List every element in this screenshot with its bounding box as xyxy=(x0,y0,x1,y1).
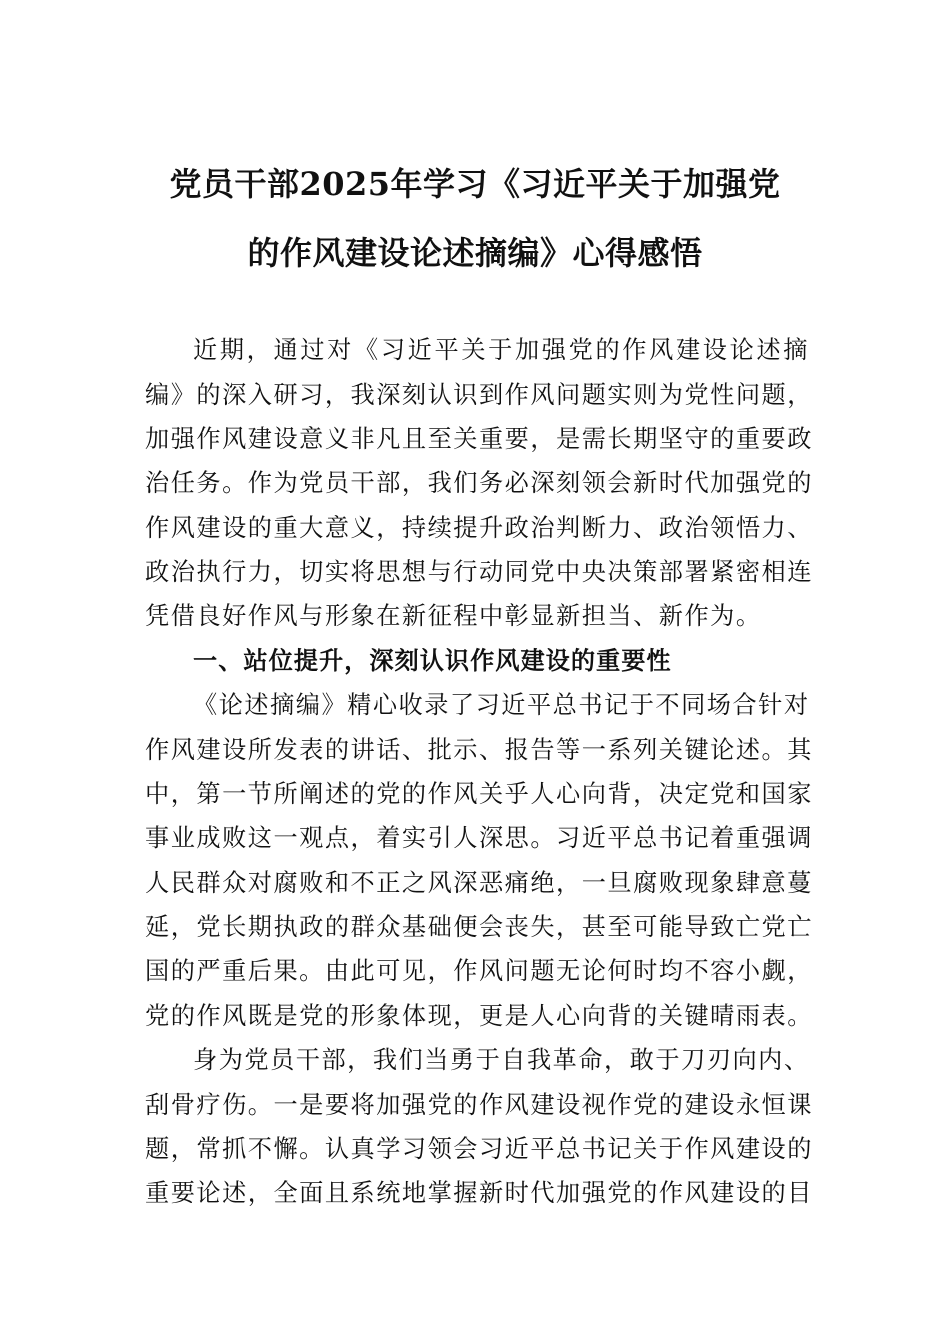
paragraph-2-line-3: 中，第一节所阐述的党的作风关乎人心向背，决定党和国家 xyxy=(145,780,813,808)
paragraph-2-line-1: 《论述摘编》精心收录了习近平总书记于不同场合针对 xyxy=(193,691,810,719)
paragraph-2-line-7: 国的严重后果。由此可见，作风问题无论何时均不容小觑， xyxy=(145,957,813,985)
paragraph-3-line-4: 重要论述，全面且系统地掌握新时代加强党的作风建设的目 xyxy=(145,1179,813,1207)
paragraph-2-line-6: 延，党长期执政的群众基础便会丧失，甚至可能导致亡党亡 xyxy=(145,913,813,941)
paragraph-1-line-5: 作风建设的重大意义，持续提升政治判断力、政治领悟力、 xyxy=(145,514,813,542)
paragraph-3-line-3: 题，常抓不懈。认真学习领会习近平总书记关于作风建设的 xyxy=(145,1135,813,1163)
paragraph-2-line-4: 事业成败这一观点，着实引人深思。习近平总书记着重强调 xyxy=(145,824,813,852)
paragraph-1-line-7: 凭借良好作风与形象在新征程中彰显新担当、新作为。 xyxy=(145,602,762,630)
paragraph-2-line-2: 作风建设所发表的讲话、批示、报告等一系列关键论述。其 xyxy=(145,736,813,764)
document-title-line-2: 的作风建设论述摘编》心得感悟 xyxy=(247,234,703,272)
paragraph-1-line-4: 治任务。作为党员干部，我们务必深刻领会新时代加强党的 xyxy=(145,469,813,497)
document-title-line-1: 党员干部2025年学习《习近平关于加强党 xyxy=(169,165,781,203)
paragraph-1-line-3: 加强作风建设意义非凡且至关重要，是需长期坚守的重要政 xyxy=(145,425,813,453)
paragraph-3-line-2: 刮骨疗伤。一是要将加强党的作风建设视作党的建设永恒课 xyxy=(145,1091,813,1119)
paragraph-2-line-5: 人民群众对腐败和不正之风深恶痛绝，一旦腐败现象肆意蔓 xyxy=(145,869,813,897)
paragraph-1-line-1: 近期，通过对《习近平关于加强党的作风建设论述摘 xyxy=(193,336,809,364)
paragraph-1-line-6: 政治执行力，切实将思想与行动同党中央决策部署紧密相连 xyxy=(145,558,813,586)
paragraph-1-line-2: 编》的深入研习，我深刻认识到作风问题实则为党性问题， xyxy=(145,381,813,409)
paragraph-3-line-1: 身为党员干部，我们当勇于自我革命，敢于刀刃向内、 xyxy=(193,1046,810,1074)
section-1-heading: 一、站位提升，深刻认识作风建设的重要性 xyxy=(193,646,672,675)
paragraph-2-line-8: 党的作风既是党的形象体现，更是人心向背的关键晴雨表。 xyxy=(145,1002,813,1030)
